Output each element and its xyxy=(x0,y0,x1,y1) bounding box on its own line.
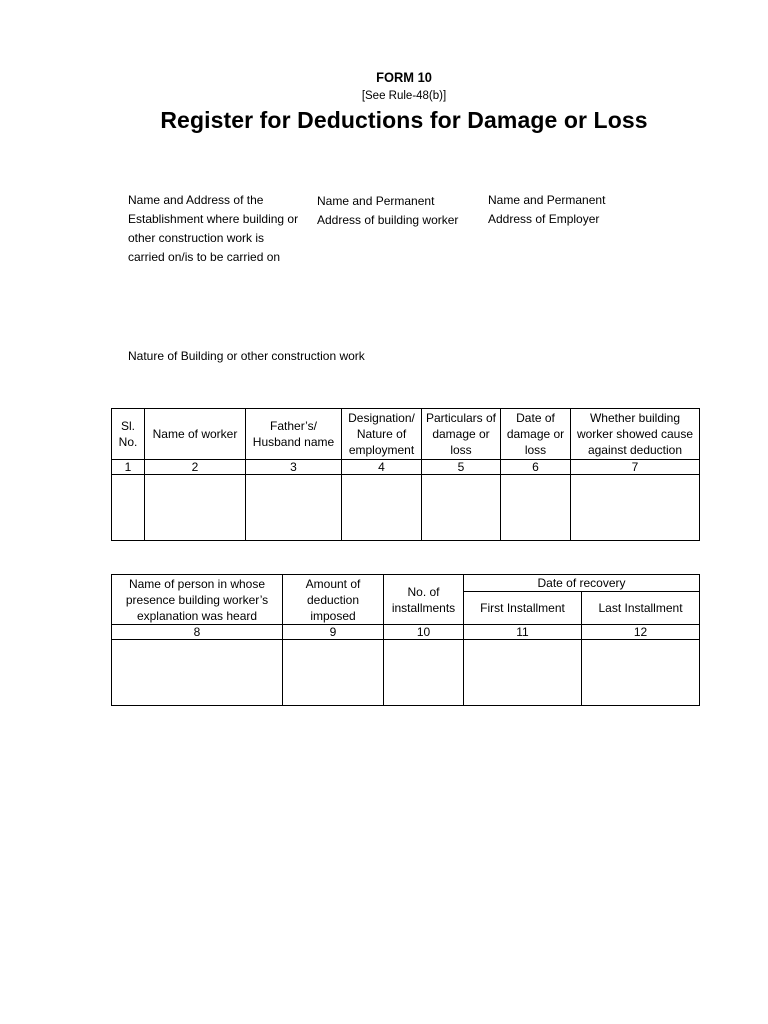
header-name-of-worker: Name of worker xyxy=(145,409,246,460)
deductions-table xyxy=(111,408,700,541)
column-number-row xyxy=(112,460,700,475)
header-father-husband-name: Father’s/ Husband name xyxy=(246,409,342,460)
column-number: 10 xyxy=(384,625,464,640)
header-person-present: Name of person in whose presence building worker’s explanation was heard xyxy=(112,575,283,625)
table-header-row xyxy=(112,575,700,592)
column-number: 9 xyxy=(283,625,384,640)
column-number: 11 xyxy=(464,625,582,640)
rule-reference: [See Rule-48(b)] xyxy=(361,90,447,102)
header-first-installment: First Installment xyxy=(464,592,582,625)
empty-cell xyxy=(283,640,384,706)
header-amount-of-deduction: Amount of deduction imposed xyxy=(283,575,384,625)
column-number: 2 xyxy=(145,460,246,475)
column-number: 3 xyxy=(246,460,342,475)
empty-cell xyxy=(384,640,464,706)
empty-cell xyxy=(464,640,582,706)
employer-address-label: Name and Permanent Address of Employer xyxy=(488,193,606,226)
header-showed-cause: Whether building worker showed cause against deduction xyxy=(571,409,700,460)
header-last-installment: Last Installment xyxy=(582,592,700,625)
empty-cell xyxy=(246,475,342,541)
nature-of-work-label: Nature of Building or other construction work xyxy=(128,349,365,363)
empty-cell xyxy=(112,475,145,541)
column-number: 8 xyxy=(112,625,283,640)
empty-cell xyxy=(571,475,700,541)
column-number: 1 xyxy=(112,460,145,475)
empty-cell xyxy=(112,640,283,706)
column-number: 6 xyxy=(501,460,571,475)
table-row xyxy=(112,475,700,541)
header-designation: Designation/ Nature of employment xyxy=(342,409,422,460)
empty-cell xyxy=(145,475,246,541)
column-number: 12 xyxy=(582,625,700,640)
header-particulars-of-damage: Particulars of damage or loss xyxy=(422,409,501,460)
page-title: Register for Deductions for Damage or Loss xyxy=(160,107,648,133)
column-number: 4 xyxy=(342,460,422,475)
establishment-label: Name and Address of the Establishment where building or other construction work is carried on/is to be carried on xyxy=(128,193,299,264)
empty-cell xyxy=(422,475,501,541)
empty-cell xyxy=(582,640,700,706)
worker-address-label: Name and Permanent Address of building worker xyxy=(317,194,459,227)
column-number: 5 xyxy=(422,460,501,475)
table-row xyxy=(112,640,700,706)
empty-cell xyxy=(342,475,422,541)
header-date-of-damage: Date of damage or loss xyxy=(501,409,571,460)
form-number: FORM 10 xyxy=(376,69,432,85)
header-no-of-installments: No. of installments xyxy=(384,575,464,625)
recovery-table xyxy=(111,574,700,706)
header-date-of-recovery: Date of recovery xyxy=(464,575,700,592)
column-number-row xyxy=(112,625,700,640)
column-number: 7 xyxy=(571,460,700,475)
table-header-row xyxy=(112,409,700,460)
empty-cell xyxy=(501,475,571,541)
header-sl-no: Sl. No. xyxy=(112,409,145,460)
